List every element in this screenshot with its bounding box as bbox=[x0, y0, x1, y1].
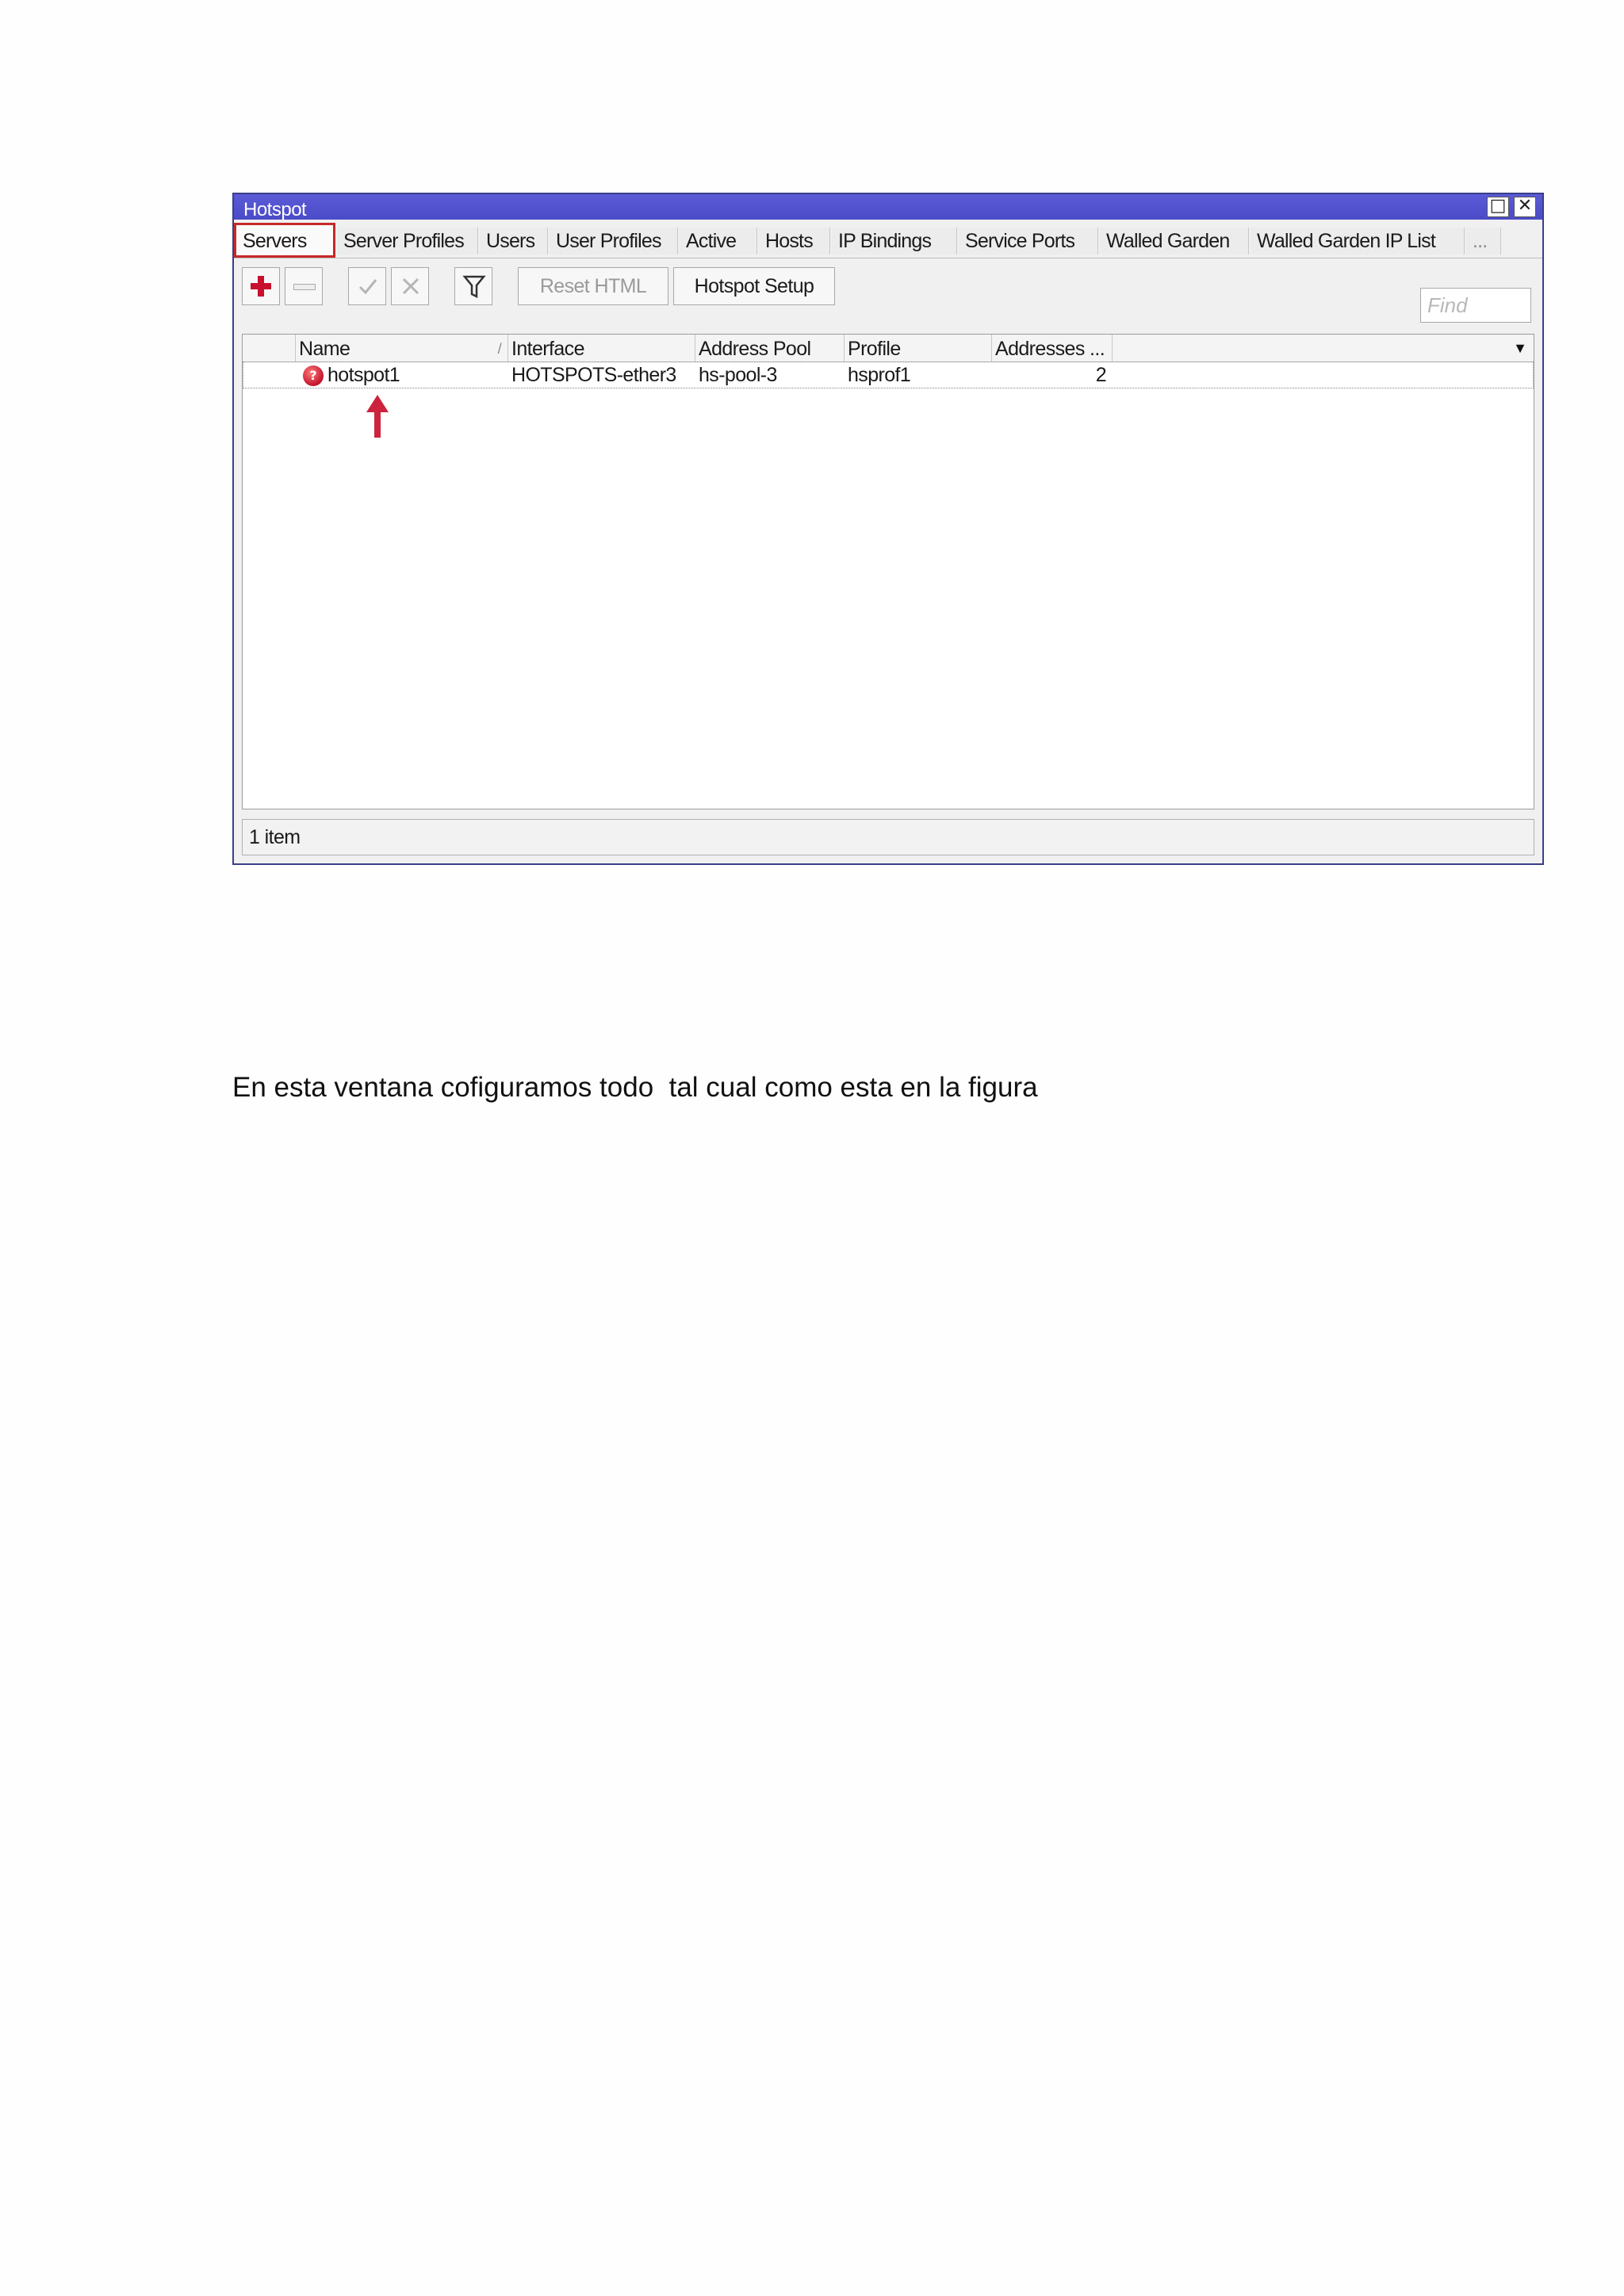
maximize-icon[interactable]: □ bbox=[1487, 197, 1509, 217]
hotspot-window bbox=[232, 193, 1544, 865]
column-header-interface[interactable]: Interface bbox=[508, 335, 695, 362]
tab-hosts[interactable]: Hosts bbox=[759, 228, 830, 254]
cell-profile: hsprof1 bbox=[848, 364, 911, 386]
disable-button[interactable] bbox=[391, 267, 429, 305]
tab-walled-garden-ip-list[interactable]: Walled Garden IP List bbox=[1251, 228, 1465, 254]
servers-table bbox=[242, 334, 1534, 809]
cell-address-pool: hs-pool-3 bbox=[699, 364, 777, 386]
column-menu-icon[interactable]: ▼ bbox=[1513, 340, 1527, 356]
hotspot-setup-button[interactable]: Hotspot Setup bbox=[673, 267, 835, 305]
tab-bar bbox=[234, 220, 1542, 258]
close-icon[interactable]: ✕ bbox=[1514, 197, 1536, 217]
item-count: 1 item bbox=[249, 826, 301, 848]
annotation-arrow-icon bbox=[362, 393, 393, 441]
tab-users[interactable]: Users bbox=[480, 228, 548, 254]
add-button[interactable] bbox=[242, 267, 280, 305]
tab-service-ports[interactable]: Service Ports bbox=[959, 228, 1098, 254]
reset-html-button[interactable]: Reset HTML bbox=[518, 267, 668, 305]
disable-icon bbox=[392, 268, 430, 304]
column-header-name[interactable] bbox=[295, 335, 508, 362]
column-header-profile[interactable]: Profile bbox=[844, 335, 991, 362]
column-header-address-pool[interactable]: Address Pool bbox=[695, 335, 844, 362]
hotspot-server-icon: ? bbox=[303, 365, 324, 386]
tab-servers[interactable]: Servers bbox=[234, 223, 335, 258]
remove-button[interactable] bbox=[285, 267, 323, 305]
remove-icon bbox=[293, 284, 316, 290]
table-row[interactable] bbox=[243, 362, 1534, 388]
tab-walled-garden[interactable]: Walled Garden bbox=[1100, 228, 1249, 254]
document-caption: En esta ventana cofiguramos todo tal cual como esta en la figura bbox=[232, 1072, 1038, 1103]
cell-interface: HOTSPOTS-ether3 bbox=[511, 364, 676, 386]
column-header-spacer bbox=[1112, 335, 1120, 362]
status-bar bbox=[242, 819, 1534, 855]
cell-name: hotspot1 bbox=[327, 364, 400, 386]
sort-indicator-icon: / bbox=[497, 341, 501, 357]
cell-addresses: 2 bbox=[1095, 364, 1106, 386]
find-input[interactable]: Find bbox=[1420, 288, 1531, 323]
tab-user-profiles[interactable]: User Profiles bbox=[550, 228, 678, 254]
window-title: Hotspot bbox=[243, 199, 307, 220]
tab-active[interactable]: Active bbox=[680, 228, 757, 254]
filter-button[interactable] bbox=[454, 267, 492, 305]
enable-button[interactable] bbox=[348, 267, 386, 305]
add-icon bbox=[251, 276, 271, 297]
column-header-addresses[interactable]: Addresses ... bbox=[991, 335, 1112, 362]
filter-icon bbox=[455, 268, 493, 304]
tab-server-profiles[interactable]: Server Profiles bbox=[337, 228, 478, 254]
toolbar bbox=[234, 258, 1542, 305]
tab-ip-bindings[interactable]: IP Bindings bbox=[832, 228, 957, 254]
column-header-label: Name bbox=[299, 338, 350, 360]
enable-icon bbox=[349, 268, 387, 304]
window-title-bar[interactable] bbox=[234, 194, 1542, 220]
table-header bbox=[243, 335, 1534, 362]
tab-more[interactable]: ... bbox=[1466, 228, 1501, 254]
